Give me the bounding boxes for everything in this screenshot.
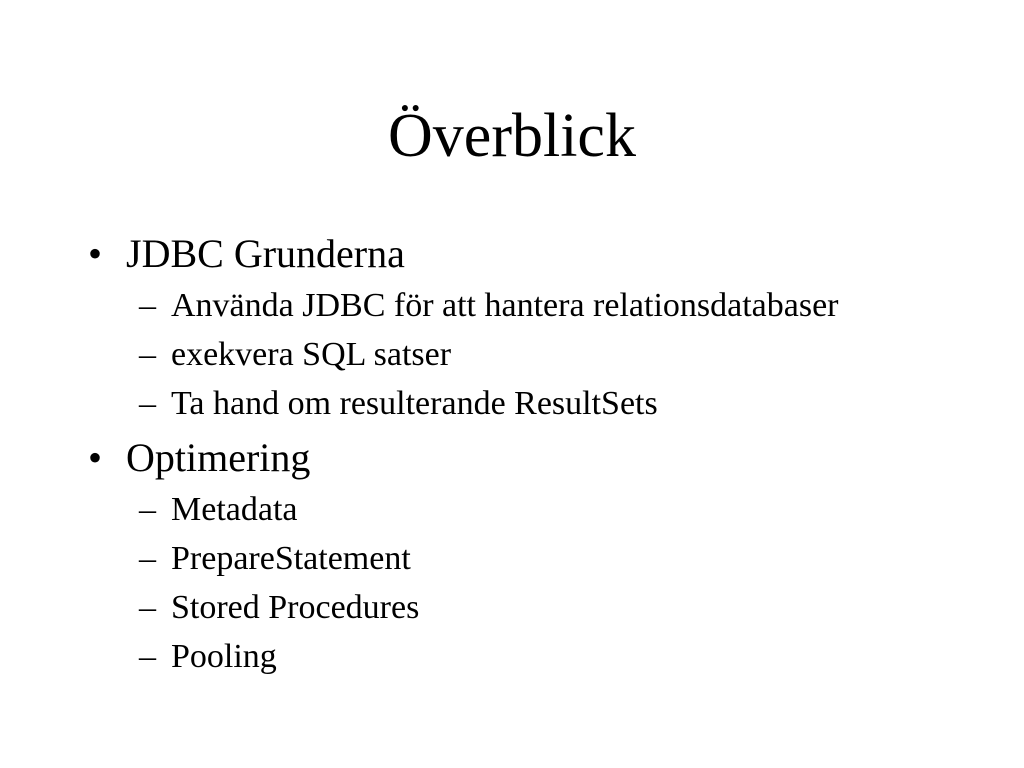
bullet-item-jdbc-grunderna — [0, 231, 1024, 428]
sub-bullet-item — [0, 281, 1024, 330]
sub-bullet-marker: – — [139, 638, 156, 675]
bullet-marker: • — [88, 231, 103, 276]
sub-bullet-list — [0, 485, 1024, 681]
bullet-item-optimering — [0, 435, 1024, 681]
sub-bullet-list — [0, 281, 1024, 428]
sub-bullet-text: PrepareStatement — [171, 540, 411, 577]
sub-bullet-marker: – — [139, 336, 156, 373]
bullet-text: Optimering — [126, 435, 311, 480]
sub-bullet-text: Metadata — [171, 491, 298, 528]
sub-bullet-item — [0, 330, 1024, 379]
sub-bullet-text: Använda JDBC för att hantera relationsdatabaser — [171, 287, 839, 324]
sub-bullet-marker: – — [139, 589, 156, 626]
slide-title: Överblick — [388, 102, 636, 170]
sub-bullet-text: Pooling — [171, 638, 277, 675]
sub-bullet-text: exekvera SQL satser — [171, 336, 452, 373]
sub-bullet-item — [0, 583, 1024, 632]
sub-bullet-item — [0, 485, 1024, 534]
bullet-text: JDBC Grunderna — [126, 231, 405, 276]
sub-bullet-item — [0, 379, 1024, 428]
bullet-list — [0, 231, 1024, 681]
sub-bullet-item — [0, 632, 1024, 681]
sub-bullet-text: Stored Procedures — [171, 589, 420, 626]
sub-bullet-item — [0, 534, 1024, 583]
sub-bullet-text: Ta hand om resulterande ResultSets — [171, 385, 658, 422]
sub-bullet-marker: – — [139, 287, 156, 324]
sub-bullet-marker: – — [139, 491, 156, 528]
sub-bullet-marker: – — [139, 540, 156, 577]
sub-bullet-marker: – — [139, 385, 156, 422]
bullet-marker: • — [88, 435, 103, 480]
